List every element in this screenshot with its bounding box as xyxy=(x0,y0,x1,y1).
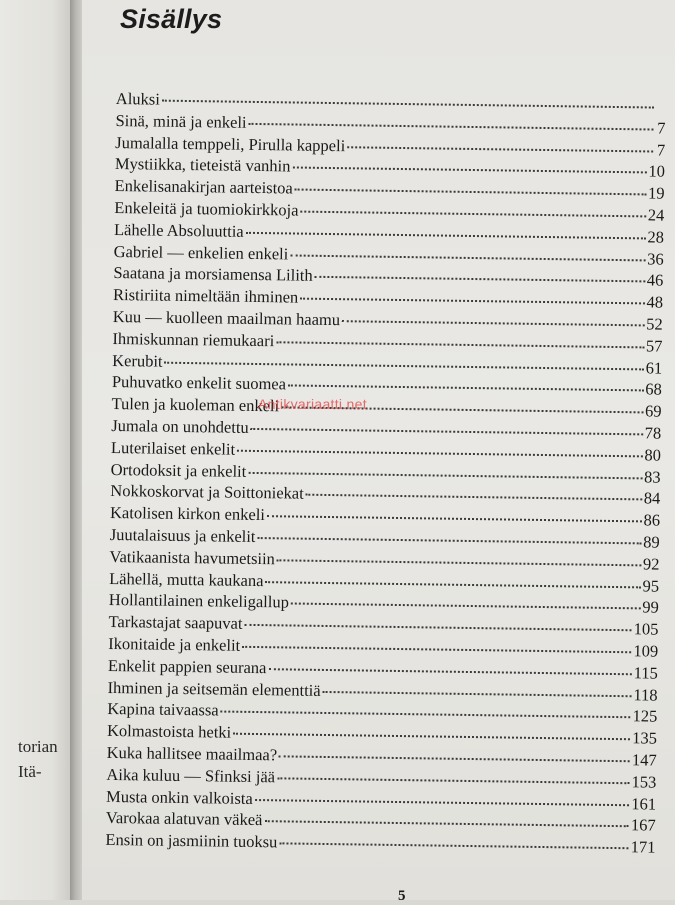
toc-entry-title: Nokkoskorvat ja Soittoniekat xyxy=(110,480,304,504)
toc-entry-title: Puhuvatko enkelit suomea xyxy=(112,371,286,395)
toc-entry-page: 28 xyxy=(647,226,664,248)
toc-entry-title: Enkelisanakirjan aarteistoa xyxy=(114,175,293,199)
toc-entry-title: Ristiriita nimeltään ihminen xyxy=(113,284,298,308)
toc-entry-title: Vatikaanista havumetsiin xyxy=(109,546,275,570)
toc-leader-dots xyxy=(300,298,644,305)
toc-entry-page: 161 xyxy=(631,793,656,815)
page-number: 5 xyxy=(398,888,406,905)
toc-entry-title: Kerubit xyxy=(112,350,163,372)
toc-entry-page: 36 xyxy=(647,248,664,270)
toc-leader-dots xyxy=(277,777,630,784)
toc-entry-page: 80 xyxy=(644,444,661,466)
toc-leader-dots xyxy=(288,385,643,392)
toc-entry-title: Saatana ja morsiamensa Lilith xyxy=(113,262,313,287)
toc-entry-title: Lähellä, mutta kaukana xyxy=(109,567,264,591)
toc-leader-dots xyxy=(347,146,653,152)
toc-leader-dots xyxy=(257,537,641,544)
toc-entry-page: 115 xyxy=(634,662,658,684)
toc-leader-dots xyxy=(165,361,644,370)
toc-entry-page: 46 xyxy=(647,270,664,292)
toc-leader-dots xyxy=(248,471,642,478)
toc-leader-dots xyxy=(246,232,646,240)
toc-entry-page: 118 xyxy=(633,684,657,706)
toc-leader-dots xyxy=(290,254,645,261)
toc-entry-title: Katolisen kirkon enkeli xyxy=(110,502,265,526)
toc-entry-title: Tulen ja kuoleman enkeli xyxy=(111,393,279,417)
toc-leader-dots xyxy=(255,799,630,806)
toc-entry-title: Varokaa alatuvan väkeä xyxy=(106,807,263,831)
toc-leader-dots xyxy=(300,211,645,218)
table-of-contents xyxy=(105,88,666,858)
toc-entry-title: Juutalaisuus ja enkelit xyxy=(110,524,256,548)
toc-entry-title: Aika kuluu — Sfinksi jää xyxy=(106,764,275,788)
toc-entry-title: Ortodoksit ja enkelit xyxy=(111,459,247,483)
toc-leader-dots xyxy=(268,668,631,675)
toc-leader-dots xyxy=(306,494,642,501)
toc-leader-dots xyxy=(292,167,646,174)
toc-leader-dots xyxy=(264,820,629,827)
toc-entry-title: Enkeleitä ja tuomiokirkkoja xyxy=(114,197,298,221)
toc-entry-title: Ikonitaide ja enkelit xyxy=(108,633,240,657)
toc-leader-dots xyxy=(276,341,644,348)
toc-entry-title: Ihmiskunnan riemukaari xyxy=(112,328,274,352)
toc-entry-page: 7 xyxy=(655,117,665,139)
watermark: Antikvariaatti.net xyxy=(258,396,367,412)
toc-leader-dots xyxy=(342,320,644,326)
toc-leader-dots xyxy=(267,515,642,522)
toc-leader-dots xyxy=(237,449,642,457)
toc-entry-title: Kapina taivaassa xyxy=(107,698,219,721)
toc-entry-title: Jumalalla temppeli, Pirulla kappeli xyxy=(115,132,345,157)
toc-entry-title: Sinä, minä ja enkeli xyxy=(115,110,246,134)
toc-entry-title: Kolmastoista hetki xyxy=(107,720,231,744)
toc-entry-title: Lähelle Absoluuttia xyxy=(114,219,244,243)
toc-leader-dots xyxy=(233,733,630,741)
toc-entry-page: 48 xyxy=(646,292,663,314)
toc-leader-dots xyxy=(265,581,640,588)
toc-entry-page: 135 xyxy=(632,727,657,749)
toc-entry-title: Kuka hallitsee maailmaa? xyxy=(107,742,278,766)
toc-leader-dots xyxy=(279,842,628,849)
toc-leader-dots xyxy=(245,624,632,631)
toc-entry-page: 19 xyxy=(648,183,665,205)
toc-entry-page: 153 xyxy=(631,771,656,793)
toc-entry-title: Gabriel — enkelien enkeli xyxy=(114,241,289,265)
toc-entry-page: 109 xyxy=(633,640,658,662)
toc-entry-title: Mystiikka, tieteistä vanhin xyxy=(115,153,291,177)
toc-entry-page: 167 xyxy=(631,815,656,837)
toc-entry-title: Luterilaiset enkelit xyxy=(111,437,235,461)
toc-entry-page: 24 xyxy=(648,204,665,226)
toc-entry-page: 171 xyxy=(631,836,656,858)
toc-entry-page: 69 xyxy=(645,401,662,423)
toc-entry-page: 10 xyxy=(648,161,665,183)
toc-leader-dots xyxy=(221,711,631,719)
toc-leader-dots xyxy=(279,755,630,762)
toc-entry-page: 99 xyxy=(642,597,659,619)
toc-entry-page: 125 xyxy=(632,706,657,728)
toc-leader-dots xyxy=(162,100,654,109)
toc-entry-page: 147 xyxy=(632,749,657,771)
toc-entry-title: Hollantilainen enkeligallup xyxy=(109,589,289,613)
toc-entry-page: 89 xyxy=(643,531,660,553)
toc-entry-page: 57 xyxy=(646,335,663,357)
toc-leader-dots xyxy=(277,559,641,566)
toc-entry-title: Kuu — kuolleen maailman haamu xyxy=(113,306,341,331)
toc-entry-title: Aluksi xyxy=(116,88,160,110)
toc-leader-dots xyxy=(315,276,645,283)
toc-leader-dots xyxy=(295,189,646,196)
left-page xyxy=(0,0,74,900)
toc-entry-title: Ihminen ja seitsemän elementtiä xyxy=(107,676,320,701)
left-page-text-fragment: Itä- xyxy=(18,762,42,782)
toc-entry-page: 68 xyxy=(645,379,662,401)
toc-leader-dots xyxy=(242,646,631,653)
toc-leader-dots xyxy=(251,428,643,435)
toc-leader-dots xyxy=(291,603,640,610)
toc-leader-dots xyxy=(323,690,632,696)
left-page-text-fragment: torian xyxy=(18,737,58,757)
toc-entry-title: Musta onkin valkoista xyxy=(106,785,253,809)
toc-entry-page: 92 xyxy=(643,553,660,575)
toc-entry-page: 78 xyxy=(645,422,662,444)
toc-entry-page: 52 xyxy=(646,313,663,335)
toc-entry-page: 83 xyxy=(644,466,661,488)
page-title: Sisällys xyxy=(120,4,222,35)
toc-entry-page: 7 xyxy=(655,139,665,161)
toc-entry-title: Ensin on jasmiinin tuoksu xyxy=(105,829,277,853)
toc-entry-page: 84 xyxy=(644,488,661,510)
toc-entry-page: 61 xyxy=(645,357,662,379)
toc-entry-title: Tarkastajat saapuvat xyxy=(108,611,242,635)
toc-entry-page: 86 xyxy=(643,510,660,532)
toc-entry-page: 95 xyxy=(642,575,659,597)
toc-entry-title: Jumala on unohdettu xyxy=(111,415,249,439)
toc-entry-page: 105 xyxy=(634,618,659,640)
toc-entry-title: Enkelit pappien seurana xyxy=(108,655,267,679)
toc-leader-dots xyxy=(249,123,654,131)
